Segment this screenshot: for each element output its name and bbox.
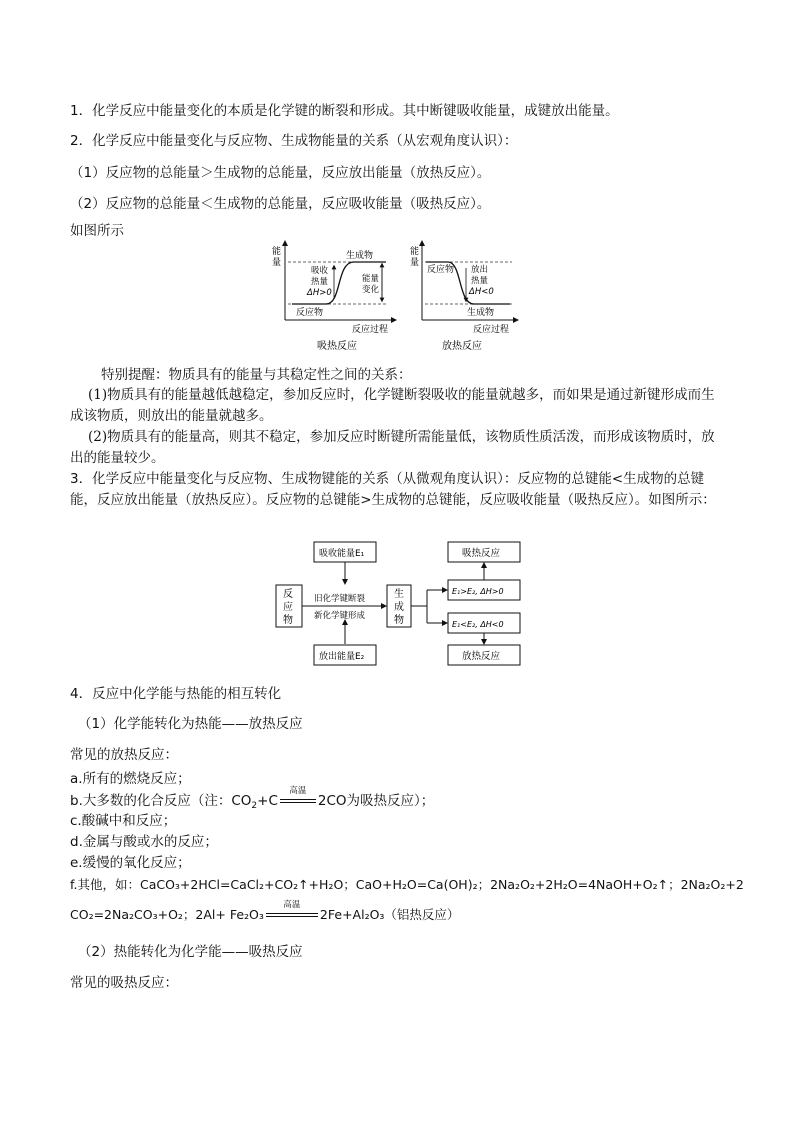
reaction-condition-mark	[280, 786, 316, 806]
reactant-label-3: 物	[283, 615, 293, 626]
reactant-label-1: 反	[283, 589, 293, 600]
equals-line-top	[280, 799, 316, 800]
exo-caption: 放热反应	[442, 341, 482, 352]
exo-item-f2-post: 2Fe+Al₂O₃（铝热反应）	[319, 907, 460, 922]
bond-energy-flowchart	[270, 537, 530, 669]
exo-release-label-1: 放出	[471, 265, 489, 275]
new-bond-label: 新化学键形成	[314, 611, 366, 621]
endo-caption: 吸热反应	[317, 341, 357, 352]
endothermic-diagram	[272, 243, 394, 352]
exo-item-a: a.所有的燃烧反应；	[70, 771, 191, 787]
section-2-item-2: （2）反应物的总能量＜生成物的总能量，反应吸收能量（吸热反应）。	[70, 196, 491, 212]
exo-dh-label: ΔH<0	[469, 287, 494, 297]
figure-intro: 如图所示	[70, 223, 124, 239]
exo-title: 常见的放热反应：	[70, 747, 178, 763]
exo-item-c: c.酸碱中和反应；	[70, 813, 177, 829]
endo-title: 常见的吸热反应：	[70, 975, 178, 991]
exo-item-b	[70, 786, 435, 811]
thermite-condition-label: 高温	[283, 900, 301, 910]
exo-item-f2-pre: CO₂=2Na₂CO₃+O₂；2Al+ Fe₂O₃	[70, 907, 264, 922]
thermite-line-bottom	[266, 916, 318, 917]
absorb-label: 吸收能量E₁	[319, 549, 365, 559]
product-label-2: 成	[394, 602, 404, 613]
exo-release-label-2: 热量	[471, 276, 489, 286]
exo-item-e: e.缓慢的氧化反应；	[70, 855, 191, 871]
exo-y-label-1: 能	[410, 247, 420, 257]
section-4-item-1: （1）化学能转化为热能——放热反应	[78, 716, 303, 732]
product-label-1: 生	[394, 589, 404, 600]
endo-y-label-2: 量	[272, 258, 282, 268]
reactant-label-2: 应	[283, 602, 293, 613]
product-label-3: 物	[394, 615, 404, 626]
exo-item-d: d.金属与酸或水的反应；	[70, 834, 218, 850]
tip-2: (2)物质具有的能量高，则其不稳定，参加反应时断键所需能量低，该物质性质活泼，而形成该物质时，放出的能量较少。	[70, 429, 715, 466]
exo-product-label: 生成物	[467, 308, 495, 318]
thermite-line-top	[266, 913, 318, 914]
release-label: 放出能量E₂	[319, 652, 365, 662]
endo-change-label-2: 变化	[362, 285, 380, 295]
endo-product-label: 生成物	[346, 251, 374, 261]
section-2-item-1: （1）反应物的总能量＞生成物的总能量，反应放出能量（放热反应）。	[70, 165, 491, 181]
thermite-condition-mark	[266, 900, 318, 920]
endo-absorb-label-2: 热量	[311, 277, 329, 287]
exo-reactant-label: 反应物	[427, 265, 455, 275]
endo-label: 吸热反应	[462, 548, 501, 559]
equals-line-bottom	[280, 802, 316, 803]
endo-dh-label: ΔH>0	[307, 288, 332, 298]
exo-condition-label: E₁<E₂, ΔH<0	[452, 620, 504, 629]
reaction-condition-label: 高温	[289, 786, 307, 796]
exo-label: 放热反应	[462, 651, 501, 662]
section-3: 3．化学反应中能量变化与反应物、生成物键能的关系（从微观角度认识）：反应物的总键能<生成物的总键能，反应放出能量（放热反应）。反应物的总键能>生成物的总键能，反应吸收能量（吸热反应）。如图所示：	[70, 471, 716, 508]
section-1: 1．化学反应中能量变化的本质是化学键的断裂和形成。其中断键吸收能量，成键放出能量。	[70, 103, 619, 119]
exothermic-diagram	[410, 243, 516, 352]
section-4: 4．反应中化学能与热能的相互转化	[70, 686, 282, 702]
exo-y-label-2: 量	[410, 258, 420, 268]
tip-title: 特别提醒：物质具有的能量与其稳定性之间的关系：	[101, 367, 412, 383]
endo-x-label: 反应过程	[352, 325, 389, 335]
exo-item-f-line-2	[70, 900, 460, 925]
exo-item-b-post: 2CO为吸热反应）；	[317, 793, 435, 809]
co2-subscript: 2	[251, 801, 258, 811]
energy-diagram-figure	[270, 238, 520, 356]
exo-item-f-line-1: f.其他，如：CaCO₃+2HCl=CaCl₂+CO₂↑+H₂O；CaO+H₂O=Ca(OH)₂；2Na₂O₂+2H₂O=4NaOH+O₂↑；2Na₂O₂+2	[70, 877, 744, 892]
section-2: 2．化学反应中能量变化与反应物、生成物能量的关系（从宏观角度认识）：	[70, 133, 518, 149]
old-bond-label: 旧化学键断裂	[314, 594, 366, 604]
exo-item-b-pre: b.大多数的化合反应（注：CO	[70, 793, 252, 809]
endo-change-label-1: 能量	[362, 274, 380, 284]
exo-item-b-plus: +C	[257, 793, 278, 809]
section-4-item-2: （2）热能转化为化学能——吸热反应	[78, 944, 303, 960]
exo-x-label: 反应过程	[473, 325, 510, 335]
tip-1: (1)物质具有的能量越低越稳定，参加反应时，化学键断裂吸收的能量就越多，而如果是通过新键形成而生成该物质，则放出的能量就越多。	[70, 387, 715, 424]
endo-absorb-label-1: 吸收	[311, 266, 329, 276]
endo-y-label-1: 能	[272, 247, 282, 257]
endo-reactant-label: 反应物	[296, 308, 324, 318]
endo-condition-label: E₁>E₂, ΔH>0	[452, 587, 504, 596]
